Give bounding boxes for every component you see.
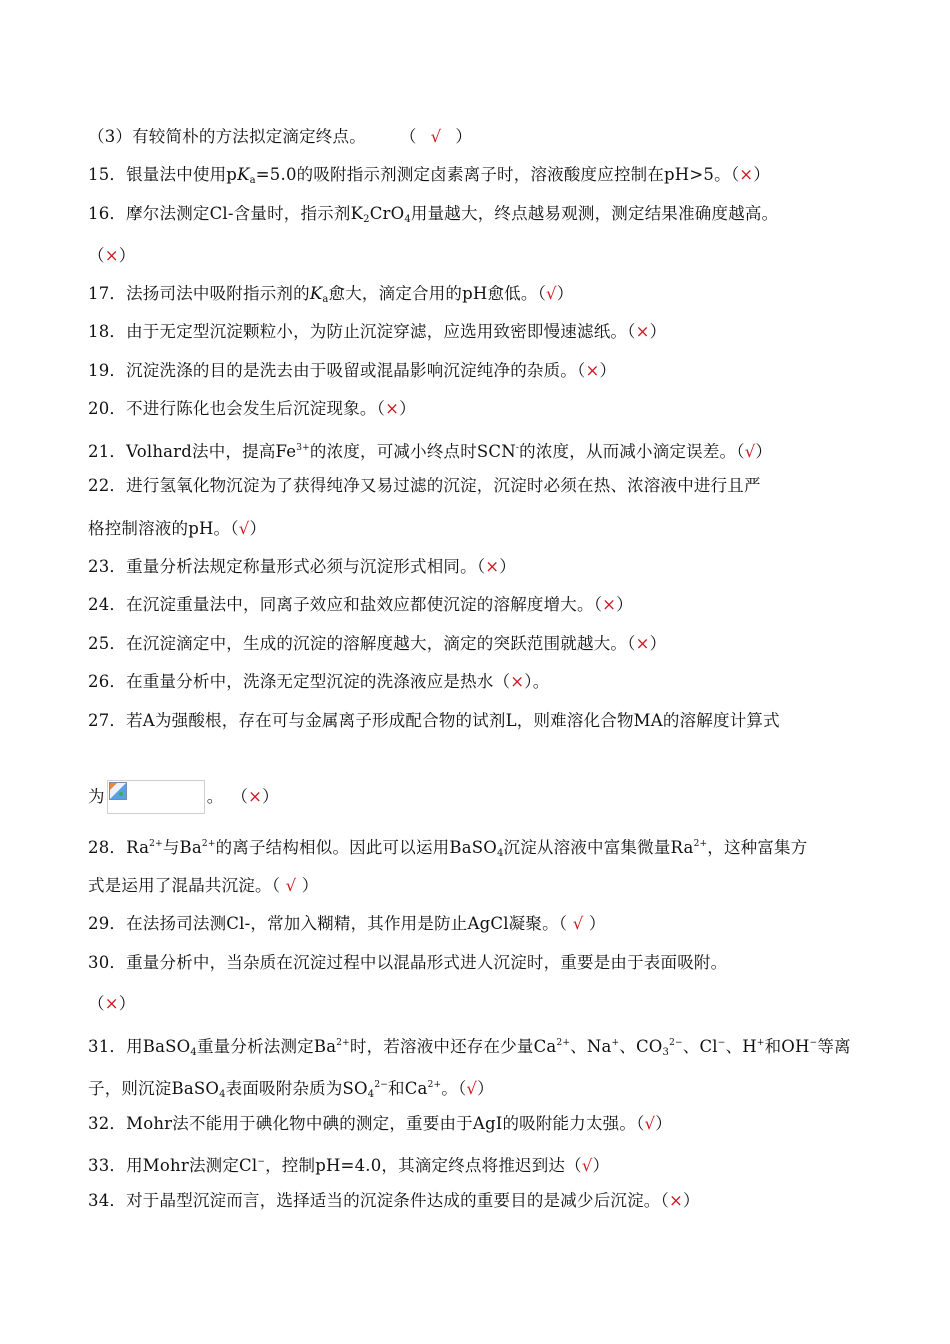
answer-mark: ×: [104, 246, 119, 265]
item-q32: 32．Mohr法不能用于碘化物中碘的测定，重要由于AgI的吸附能力太强。（√）: [88, 1114, 672, 1133]
formula-image-placeholder: [107, 780, 205, 814]
item-q21: 21．Volhard法中，提高$Fe^{3+}$的浓度，可减小终点时SCN-的浓度，从而减小滴定误差。（√）: [88, 442, 773, 461]
item-q30-answer: （×）: [88, 994, 136, 1013]
broken-image-icon: [109, 782, 127, 800]
item-q16-answer: （×）: [88, 246, 136, 265]
item-q22-cont: 格控制溶液的pH。（√）: [88, 519, 267, 538]
answer-mark: ×: [485, 557, 500, 576]
answer-mark: ×: [739, 165, 754, 184]
answer-mark: ×: [510, 672, 525, 691]
answer-mark: √: [546, 284, 557, 303]
item-q15: 15．银量法中使用$pK_a=5.0$的吸附指示剂测定卤素离子时，溶液酸度应控制在pH>5。（×）: [88, 165, 771, 186]
item-q3: （3）有较简朴的方法拟定滴定终点。 （ √ ）: [88, 127, 473, 146]
item-q27-cont: 为 。 （×）: [88, 780, 858, 814]
answer-mark: √: [744, 442, 756, 461]
item-q30: 30．重量分析中，当杂质在沉淀过程中以混晶形式进人沉淀时，重要是由于表面吸附。: [88, 953, 728, 972]
item-q27: 27．若A为强酸根，存在可与金属离子形成配合物的试剂L，则难溶化合物MA的溶解度计算式: [88, 711, 780, 730]
item-q19: 19．沉淀洗涤的目的是洗去由于吸留或混晶影响沉淀纯净的杂质。（×）: [88, 361, 617, 380]
answer-mark: √: [430, 127, 442, 146]
answer-mark: ×: [602, 595, 617, 614]
answer-mark: √: [581, 1156, 593, 1175]
answer-mark: ×: [385, 399, 400, 418]
item-q20: 20．不进行陈化也会发生后沉淀现象。（×）: [88, 399, 416, 418]
answer-mark: ×: [248, 787, 263, 806]
answer-mark: √: [285, 876, 297, 895]
answer-mark: √: [572, 914, 584, 933]
item-q29: 29．在法扬司法测Cl-，常加入糊精，其作用是防止AgCl凝聚。（ √ ）: [88, 914, 606, 933]
item-q17: 17．法扬司法中吸附指示剂的$K_a$愈大，滴定合用的pH愈低。（√）: [88, 284, 574, 305]
answer-mark: ×: [585, 361, 600, 380]
item-q31: 31．用BaSO$_4$重量分析法测定$Ba^{2+}$时，若溶液中还存在少量$Ca^{2+}$、Na+、$CO_3^{2-}$、Cl−、H+和OH−等离: [88, 1037, 851, 1058]
item-q24: 24．在沉淀重量法中，同离子效应和盐效应都使沉淀的溶解度增大。（×）: [88, 595, 633, 614]
item-q22: 22．进行氢氧化物沉淀为了获得纯净又易过滤的沉淀，沉淀时必须在热、浓溶液中进行且严: [88, 476, 761, 495]
answer-mark: √: [238, 519, 250, 538]
item-q31-cont: 子，则沉淀BaSO$_4$表面吸附杂质为$SO_4^{2-}$和$Ca^{2+}$。（√）: [88, 1079, 494, 1100]
item-q23: 23．重量分析法规定称量形式必须与沉淀形式相同。（×）: [88, 557, 516, 576]
answer-mark: √: [466, 1079, 478, 1098]
answer-mark: √: [644, 1114, 656, 1133]
item-q33: 33．用Mohr法测定Cl−，控制pH=4.0，其滴定终点将推迟到达（√）: [88, 1156, 610, 1175]
item-q26: 26．在重量分析中，洗涤无定型沉淀的洗涤液应是热水（×）。: [88, 672, 550, 691]
item-q28: 28．$Ra^{2+}$与$Ba^{2+}$的离子结构相似。因此可以运用BaSO$_4$沉淀从溶液中富集微量$Ra^{2+}$，这种富集方: [88, 838, 808, 859]
answer-mark: ×: [104, 994, 119, 1013]
item-q25: 25．在沉淀滴定中，生成的沉淀的溶解度越大，滴定的突跃范围就越大。（×）: [88, 634, 667, 653]
item-q28-cont: 式是运用了混晶共沉淀。（ √ ）: [88, 876, 319, 895]
answer-mark: ×: [635, 634, 650, 653]
item-q18: 18．由于无定型沉淀颗粒小，为防止沉淀穿滤，应选用致密即慢速滤纸。（×）: [88, 322, 667, 341]
item-q34: 34．对于晶型沉淀而言，选择适当的沉淀条件达成的重要目的是减少后沉淀。（×）: [88, 1191, 700, 1210]
answer-mark: ×: [635, 322, 650, 341]
item-q16: 16．摩尔法测定Cl-含量时，指示剂$K_2CrO_4$用量越大，终点越易观测，测定结果准确度越高。: [88, 204, 779, 225]
answer-mark: ×: [668, 1191, 683, 1210]
